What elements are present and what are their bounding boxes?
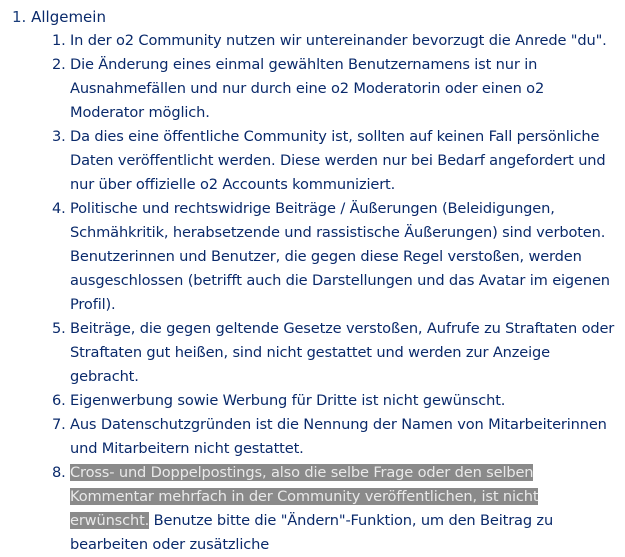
rule-text: Aus Datenschutzgründen ist die Nennung der Namen von Mitarbeiterinnen und Mitarbeitern nicht gestattet. — [70, 416, 607, 457]
rule-number: 8. — [52, 464, 66, 481]
rule-text: Benutze bitte die "Ändern"-Funktion, um den Beitrag zu bearbeiten oder zusätzliche — [70, 512, 554, 553]
rule-item — [0, 317, 625, 389]
rule-number: 5. — [52, 320, 66, 337]
selected-text-highlight[interactable]: Cross- und Doppelpostings, also die selbe Frage oder den selben Kommentar mehrfach in der Community veröffentlichen, ist nicht erwünscht. — [70, 464, 539, 529]
section-heading — [12, 5, 106, 29]
rule-text: Beiträge, die gegen geltende Gesetze verstoßen, Aufrufe zu Straftaten oder Straftaten gut heißen, sind nicht gestattet und werden zur Anzeige gebracht. — [70, 320, 615, 385]
rules-list — [0, 29, 625, 557]
rule-text: Die Änderung eines einmal gewählten Benutzernamens ist nur in Ausnahmefällen und nur durch eine o2 Moderatorin oder einen o2 Moderator möglich. — [70, 56, 545, 121]
rule-item — [0, 461, 625, 557]
rule-item — [0, 389, 625, 413]
rule-item — [0, 197, 625, 317]
rule-text: Politische und rechtswidrige Beiträge / Äußerungen (Beleidigungen, Schmähkritik, herabsetzende und rassistische Äußerungen) sind verboten. Benutzerinnen und Benutzer, die gegen diese Regel verstoßen, werden ausgeschlossen (betrifft auch die Darstellungen und das Avatar im eigenen Profil). — [70, 200, 610, 313]
rule-item — [0, 53, 625, 125]
rule-number: 3. — [52, 128, 66, 145]
section-title: Allgemein — [31, 8, 106, 26]
rule-text: Da dies eine öffentliche Community ist, sollten auf keinen Fall persönliche Daten veröffentlicht werden. Diese werden nur bei Bedarf angefordert und nur über offizielle o2 Accounts kommuniziert. — [70, 128, 606, 193]
rule-item — [0, 29, 625, 53]
section-number: 1. — [12, 8, 27, 26]
rule-number: 4. — [52, 200, 66, 217]
rule-text: In der o2 Community nutzen wir untereinander bevorzugt die Anrede "du". — [70, 32, 607, 49]
rule-number: 6. — [52, 392, 66, 409]
rule-number: 2. — [52, 56, 66, 73]
rule-item — [0, 413, 625, 461]
rule-item — [0, 125, 625, 197]
rule-number: 7. — [52, 416, 66, 433]
rule-text: Eigenwerbung sowie Werbung für Dritte ist nicht gewünscht. — [70, 392, 506, 409]
rule-number: 1. — [52, 32, 66, 49]
